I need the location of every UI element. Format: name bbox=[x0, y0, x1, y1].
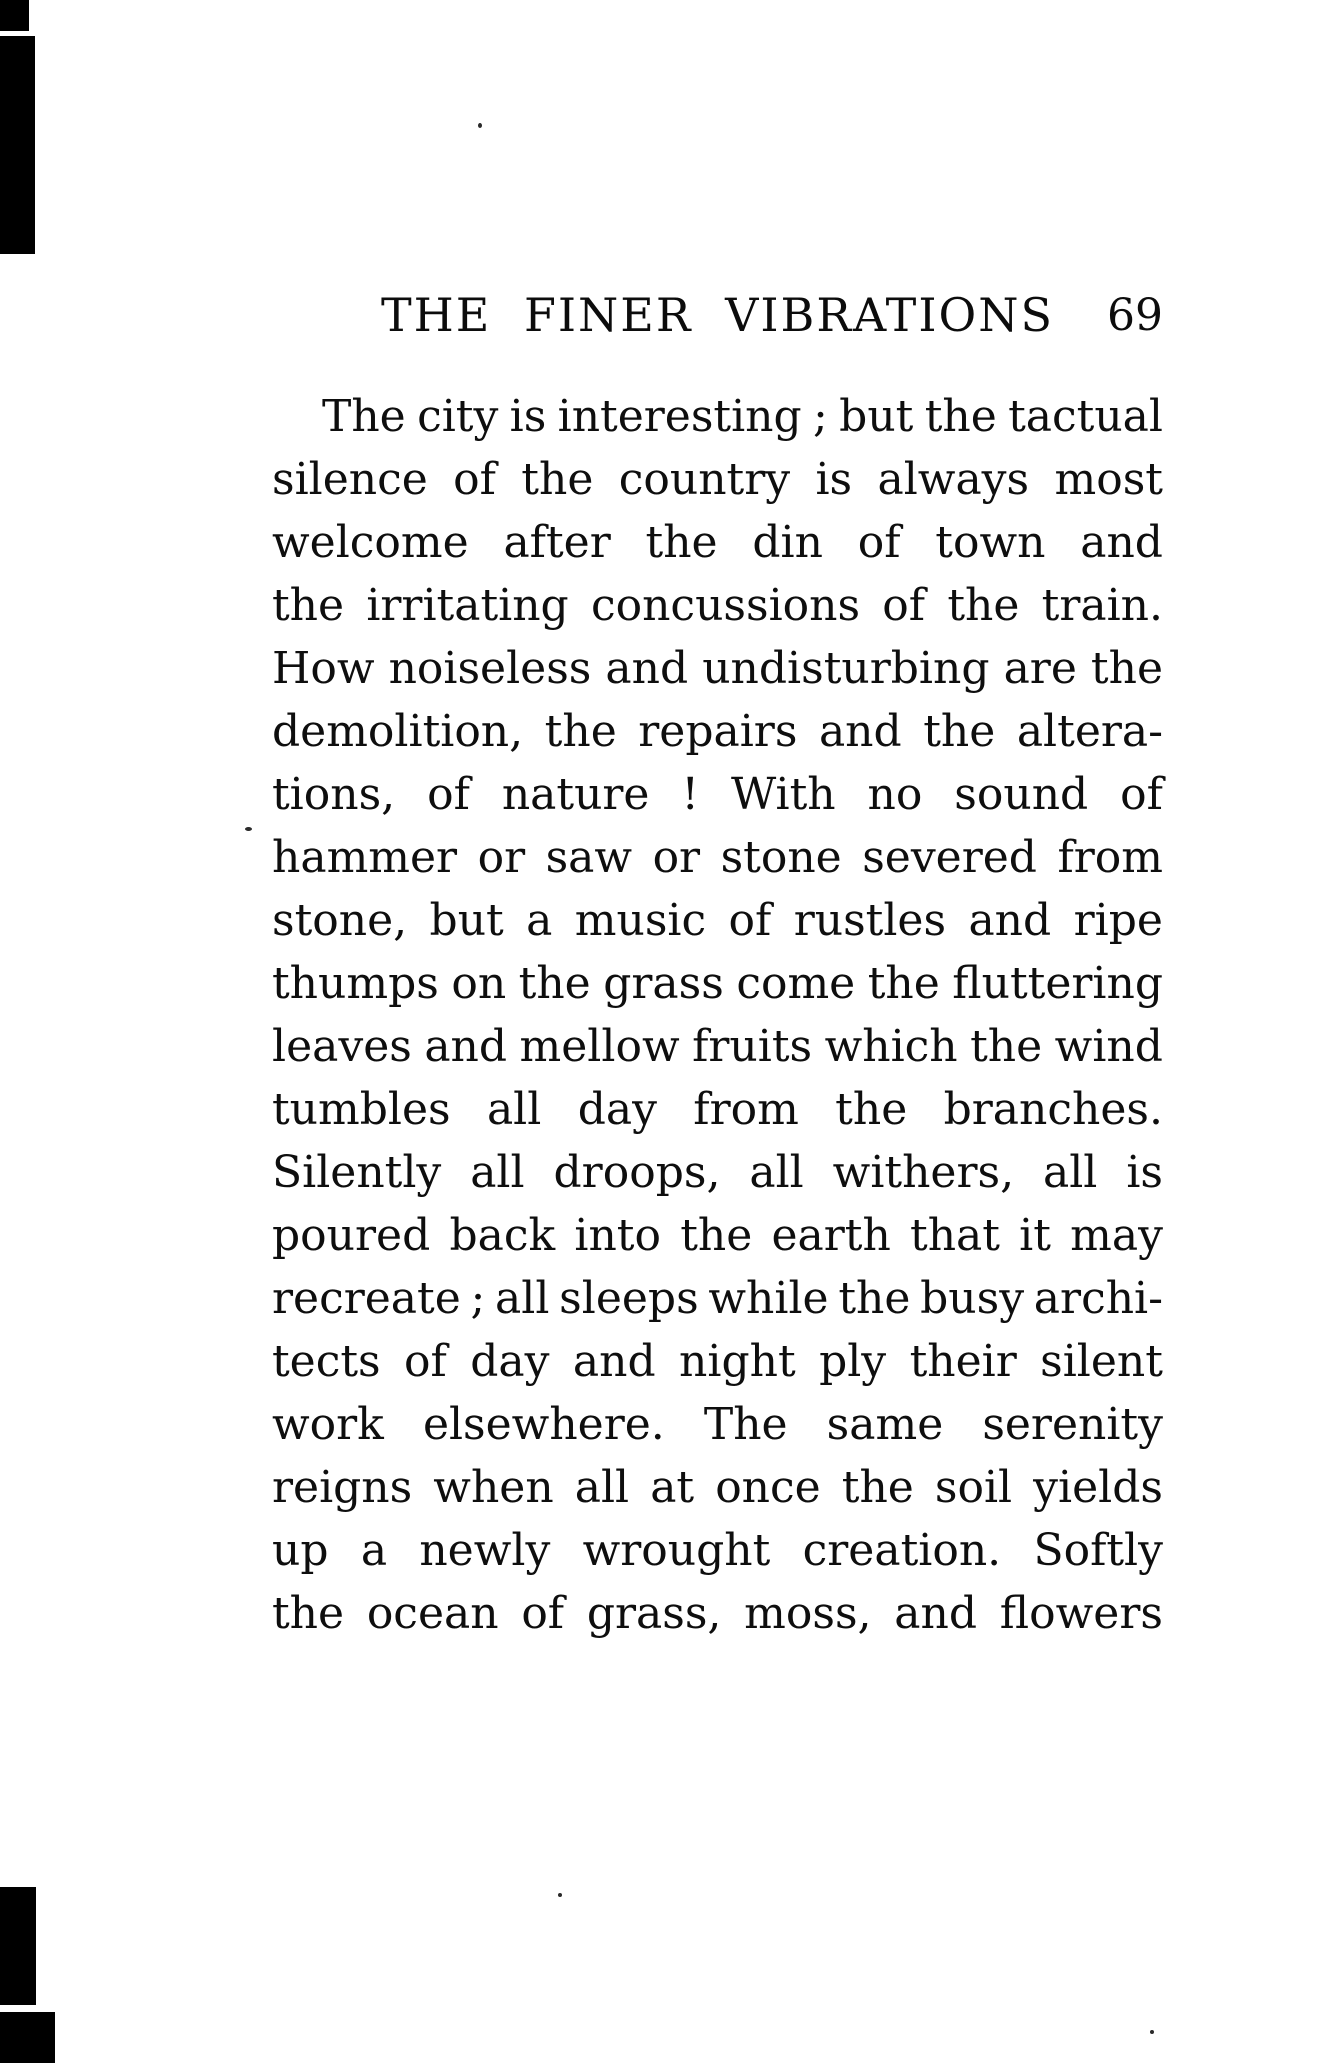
word: the bbox=[272, 1588, 345, 1639]
word: fluttering bbox=[952, 958, 1163, 1009]
word: the bbox=[838, 1273, 911, 1324]
text-line bbox=[272, 1519, 1163, 1582]
word: while bbox=[708, 1273, 829, 1324]
scan-speck bbox=[558, 1893, 562, 1897]
word: at bbox=[650, 1462, 695, 1513]
word: may bbox=[1070, 1210, 1163, 1261]
word: into bbox=[574, 1210, 661, 1261]
word: rustles bbox=[793, 895, 947, 946]
word: welcome bbox=[272, 517, 469, 568]
word: but bbox=[839, 391, 914, 442]
word: come bbox=[736, 958, 856, 1009]
word: the bbox=[835, 1084, 908, 1135]
word: all bbox=[749, 1147, 804, 1198]
word: the bbox=[645, 517, 718, 568]
word: How bbox=[272, 643, 375, 694]
word: of bbox=[453, 454, 496, 505]
word: yields bbox=[1033, 1462, 1163, 1513]
word: elsewhere. bbox=[422, 1399, 665, 1450]
word: serenity bbox=[982, 1399, 1163, 1450]
word: the bbox=[970, 1021, 1043, 1072]
scan-speck bbox=[478, 123, 482, 128]
word: always bbox=[877, 454, 1030, 505]
scan-speck bbox=[245, 827, 252, 831]
text-line bbox=[272, 637, 1163, 700]
word: wind bbox=[1054, 1021, 1163, 1072]
word: tions, bbox=[272, 769, 396, 820]
word: silent bbox=[1040, 1336, 1163, 1387]
word: day bbox=[470, 1336, 550, 1387]
word: of bbox=[882, 580, 926, 631]
text-line bbox=[272, 763, 1163, 826]
word: all bbox=[1043, 1147, 1098, 1198]
word: the bbox=[521, 454, 594, 505]
text-line bbox=[272, 1015, 1163, 1078]
text-line bbox=[272, 385, 1163, 448]
word: the bbox=[518, 958, 591, 1009]
text-line bbox=[272, 448, 1163, 511]
word: The bbox=[703, 1399, 788, 1450]
word: poured bbox=[272, 1210, 431, 1261]
word: all bbox=[470, 1147, 525, 1198]
word: day bbox=[577, 1084, 657, 1135]
word: that bbox=[910, 1210, 1000, 1261]
word: earth bbox=[771, 1210, 891, 1261]
word: up bbox=[272, 1525, 329, 1576]
word: irritating bbox=[366, 580, 569, 631]
word: tactual bbox=[1008, 391, 1163, 442]
word: of bbox=[857, 517, 901, 568]
text-line bbox=[272, 889, 1163, 952]
word: town bbox=[935, 517, 1046, 568]
word: after bbox=[503, 517, 611, 568]
word: the bbox=[923, 706, 996, 757]
word: and bbox=[605, 643, 689, 694]
word: most bbox=[1054, 454, 1163, 505]
word: noiseless bbox=[388, 643, 592, 694]
word: newly bbox=[419, 1525, 551, 1576]
word: The bbox=[322, 391, 406, 442]
word: the bbox=[867, 958, 940, 1009]
scan-artifact-bar-bottom bbox=[0, 1887, 36, 2005]
word: recreate bbox=[272, 1273, 461, 1324]
word: and bbox=[572, 1336, 656, 1387]
word: the bbox=[680, 1210, 753, 1261]
word: busy bbox=[920, 1273, 1025, 1324]
word: it bbox=[1019, 1210, 1051, 1261]
word: din bbox=[752, 517, 823, 568]
word: mellow bbox=[519, 1021, 680, 1072]
scan-speck bbox=[1150, 2030, 1154, 2034]
word: altera- bbox=[1016, 706, 1163, 757]
text-line bbox=[272, 1330, 1163, 1393]
word: ripe bbox=[1073, 895, 1163, 946]
word: from bbox=[693, 1084, 799, 1135]
word: the bbox=[841, 1462, 914, 1513]
word: no bbox=[867, 769, 923, 820]
word: Softly bbox=[1033, 1525, 1163, 1576]
scan-artifact-bar-top bbox=[0, 36, 35, 254]
word: sound bbox=[954, 769, 1089, 820]
word: reigns bbox=[272, 1462, 413, 1513]
word: or bbox=[652, 832, 701, 883]
word: all bbox=[495, 1273, 550, 1324]
word: and bbox=[1080, 517, 1163, 568]
text-line bbox=[272, 952, 1163, 1015]
word: and bbox=[424, 1021, 508, 1072]
text-line bbox=[272, 1141, 1163, 1204]
text-line bbox=[272, 1393, 1163, 1456]
word: their bbox=[909, 1336, 1017, 1387]
word: tects bbox=[272, 1336, 381, 1387]
word: ; bbox=[470, 1273, 486, 1324]
word: sleeps bbox=[559, 1273, 699, 1324]
text-line bbox=[272, 1078, 1163, 1141]
word: work bbox=[272, 1399, 384, 1450]
scan-artifact-bar-bottom bbox=[0, 2012, 55, 2063]
page-header-title: THE FINER VIBRATIONS bbox=[380, 288, 1055, 342]
word: stone bbox=[720, 832, 842, 883]
word: creation. bbox=[802, 1525, 1002, 1576]
word: soil bbox=[934, 1462, 1013, 1513]
word: and bbox=[968, 895, 1052, 946]
running-head bbox=[272, 288, 1163, 348]
word: country bbox=[618, 454, 791, 505]
word: a bbox=[360, 1525, 388, 1576]
word: stone, bbox=[272, 895, 408, 946]
text-line bbox=[272, 574, 1163, 637]
word: back bbox=[449, 1210, 556, 1261]
word: interesting bbox=[557, 391, 802, 442]
text-line bbox=[272, 1582, 1163, 1645]
word: ply bbox=[819, 1336, 887, 1387]
word: or bbox=[477, 832, 526, 883]
word: leaves bbox=[272, 1021, 412, 1072]
word: and bbox=[894, 1588, 978, 1639]
text-line bbox=[272, 511, 1163, 574]
scan-artifact-bar-top bbox=[0, 0, 29, 31]
word: which bbox=[824, 1021, 958, 1072]
word: and bbox=[818, 706, 902, 757]
word: on bbox=[451, 958, 507, 1009]
word: of bbox=[404, 1336, 447, 1387]
word: thumps bbox=[272, 958, 439, 1009]
word: train. bbox=[1041, 580, 1163, 631]
word: of bbox=[1120, 769, 1163, 820]
word: the bbox=[947, 580, 1020, 631]
word: of bbox=[728, 895, 772, 946]
text-line bbox=[272, 1267, 1163, 1330]
page-number: 69 bbox=[1107, 290, 1163, 341]
word: grass, bbox=[586, 1588, 722, 1639]
body-text bbox=[272, 385, 1163, 1645]
word: is bbox=[815, 454, 853, 505]
word: saw bbox=[545, 832, 633, 883]
word: is bbox=[1126, 1147, 1163, 1198]
word: flowers bbox=[999, 1588, 1163, 1639]
word: all bbox=[486, 1084, 542, 1135]
word: withers, bbox=[832, 1147, 1015, 1198]
word: same bbox=[826, 1399, 944, 1450]
word: when bbox=[433, 1462, 554, 1513]
word: archi- bbox=[1033, 1273, 1163, 1324]
word: ! bbox=[681, 769, 700, 820]
word: concussions bbox=[590, 580, 861, 631]
word: ; bbox=[813, 391, 828, 442]
word: grass bbox=[603, 958, 724, 1009]
word: silence bbox=[272, 454, 428, 505]
text-line bbox=[272, 826, 1163, 889]
word: demolition, bbox=[272, 706, 524, 757]
word: of bbox=[521, 1588, 565, 1639]
word: nature bbox=[501, 769, 650, 820]
word: a bbox=[526, 895, 553, 946]
text-line bbox=[272, 1204, 1163, 1267]
word: the bbox=[924, 391, 997, 442]
word: repairs bbox=[638, 706, 798, 757]
word: night bbox=[679, 1336, 796, 1387]
word: With bbox=[731, 769, 836, 820]
word: the bbox=[272, 580, 345, 631]
word: wrought bbox=[582, 1525, 771, 1576]
word: Silently bbox=[272, 1147, 442, 1198]
word: city bbox=[417, 391, 499, 442]
word: the bbox=[544, 706, 617, 757]
text-line bbox=[272, 700, 1163, 763]
word: music bbox=[574, 895, 707, 946]
word: is bbox=[509, 391, 547, 442]
word: moss, bbox=[744, 1588, 872, 1639]
word: fruits bbox=[692, 1021, 813, 1072]
word: but bbox=[429, 895, 504, 946]
word: undisturbing bbox=[702, 643, 990, 694]
word: all bbox=[574, 1462, 630, 1513]
word: hammer bbox=[272, 832, 458, 883]
word: from bbox=[1057, 832, 1163, 883]
word: branches. bbox=[943, 1084, 1163, 1135]
word: of bbox=[427, 769, 470, 820]
word: tumbles bbox=[272, 1084, 451, 1135]
word: once bbox=[715, 1462, 821, 1513]
word: are bbox=[1003, 643, 1077, 694]
text-line bbox=[272, 1456, 1163, 1519]
word: the bbox=[1090, 643, 1163, 694]
word: ocean bbox=[366, 1588, 499, 1639]
word: severed bbox=[862, 832, 1037, 883]
word: droops, bbox=[553, 1147, 721, 1198]
